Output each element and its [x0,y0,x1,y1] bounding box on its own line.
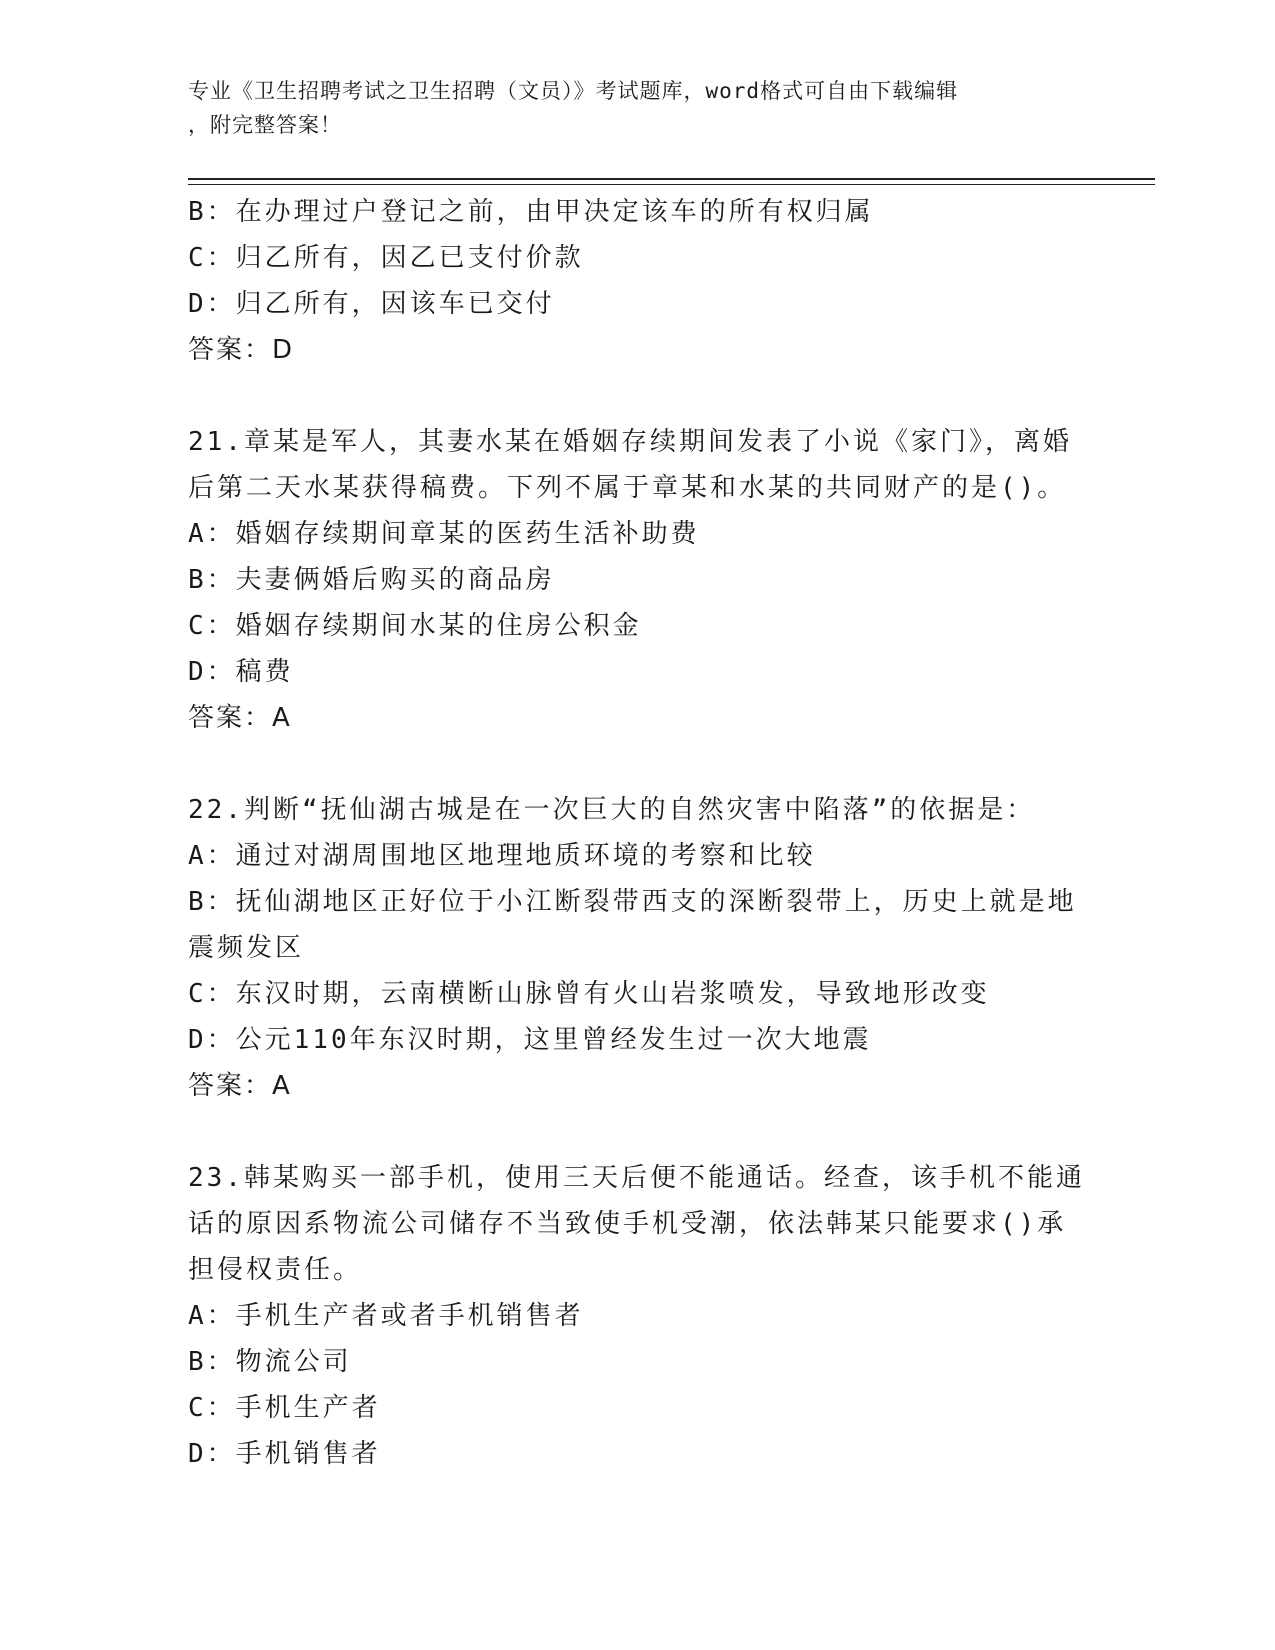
q22-option-b: B：抚仙湖地区正好位于小江断裂带西支的深断裂带上，历史上就是地 [188,887,1077,917]
q22-option-c: C：东汉时期，云南横断山脉曾有火山岩浆喷发，导致地形改变 [188,979,990,1009]
q23-option-b: B：物流公司 [188,1347,352,1377]
q22-option-b-continued: 震频发区 [188,933,305,963]
q23-option-d: D：手机销售者 [188,1439,381,1469]
q21-stem-line: 后第二天水某获得稿费。下列不属于章某和水某的共同财产的是()。 [188,473,1067,503]
question-23 [188,1155,1088,1477]
question-spacer [188,741,1088,787]
q22-answer: 答案：A [188,1071,292,1101]
question-spacer [188,1109,1088,1155]
q23-stem-line: 担侵权责任。 [188,1255,363,1285]
q21-option-d: D：稿费 [188,657,294,687]
q22-option-d: D：公元110年东汉时期，这里曾经发生过一次大地震 [188,1025,872,1055]
q22-option-a: A：通过对湖周围地区地理地质环境的考察和比较 [188,841,816,871]
header-divider-thin [188,184,1155,185]
q21-stem-line: 21.章某是军人，其妻水某在婚姻存续期间发表了小说《家门》，离婚 [188,427,1072,457]
question-content [188,189,1088,1477]
header-title-line: 专业《卫生招聘考试之卫生招聘（文员）》考试题库，word格式可自由下载编辑 [188,79,959,103]
question-22 [188,787,1088,1109]
q21-option-c: C：婚姻存续期间水某的住房公积金 [188,611,642,641]
q23-stem-line: 23.韩某购买一部手机，使用三天后便不能通话。经查，该手机不能通 [188,1163,1085,1193]
question-21 [188,419,1088,741]
q23-stem-line: 话的原因系物流公司储存不当致使手机受潮，依法韩某只能要求()承 [188,1209,1067,1239]
question-spacer [188,373,1088,419]
q22-stem-line: 22.判断“抚仙湖古城是在一次巨大的自然灾害中陷落”的依据是： [188,795,1036,825]
q23-option-a: A：手机生产者或者手机销售者 [188,1301,584,1331]
q21-answer: 答案：A [188,703,292,733]
q20-option-d: D：归乙所有，因该车已交付 [188,289,555,319]
question-20-tail [188,189,1088,373]
q21-option-b: B：夫妻俩婚后购买的商品房 [188,565,555,595]
q23-option-c: C：手机生产者 [188,1393,381,1423]
q20-option-b: B：在办理过户登记之前，由甲决定该车的所有权归属 [188,197,874,227]
q20-option-c: C：归乙所有，因乙已支付价款 [188,243,584,273]
header-title-line-continued: ，附完整答案！ [188,113,342,137]
q21-option-a: A：婚姻存续期间章某的医药生活补助费 [188,519,700,549]
q20-answer: 答案：D [188,335,295,365]
document-header [188,74,1088,142]
header-divider-thick [188,178,1155,180]
